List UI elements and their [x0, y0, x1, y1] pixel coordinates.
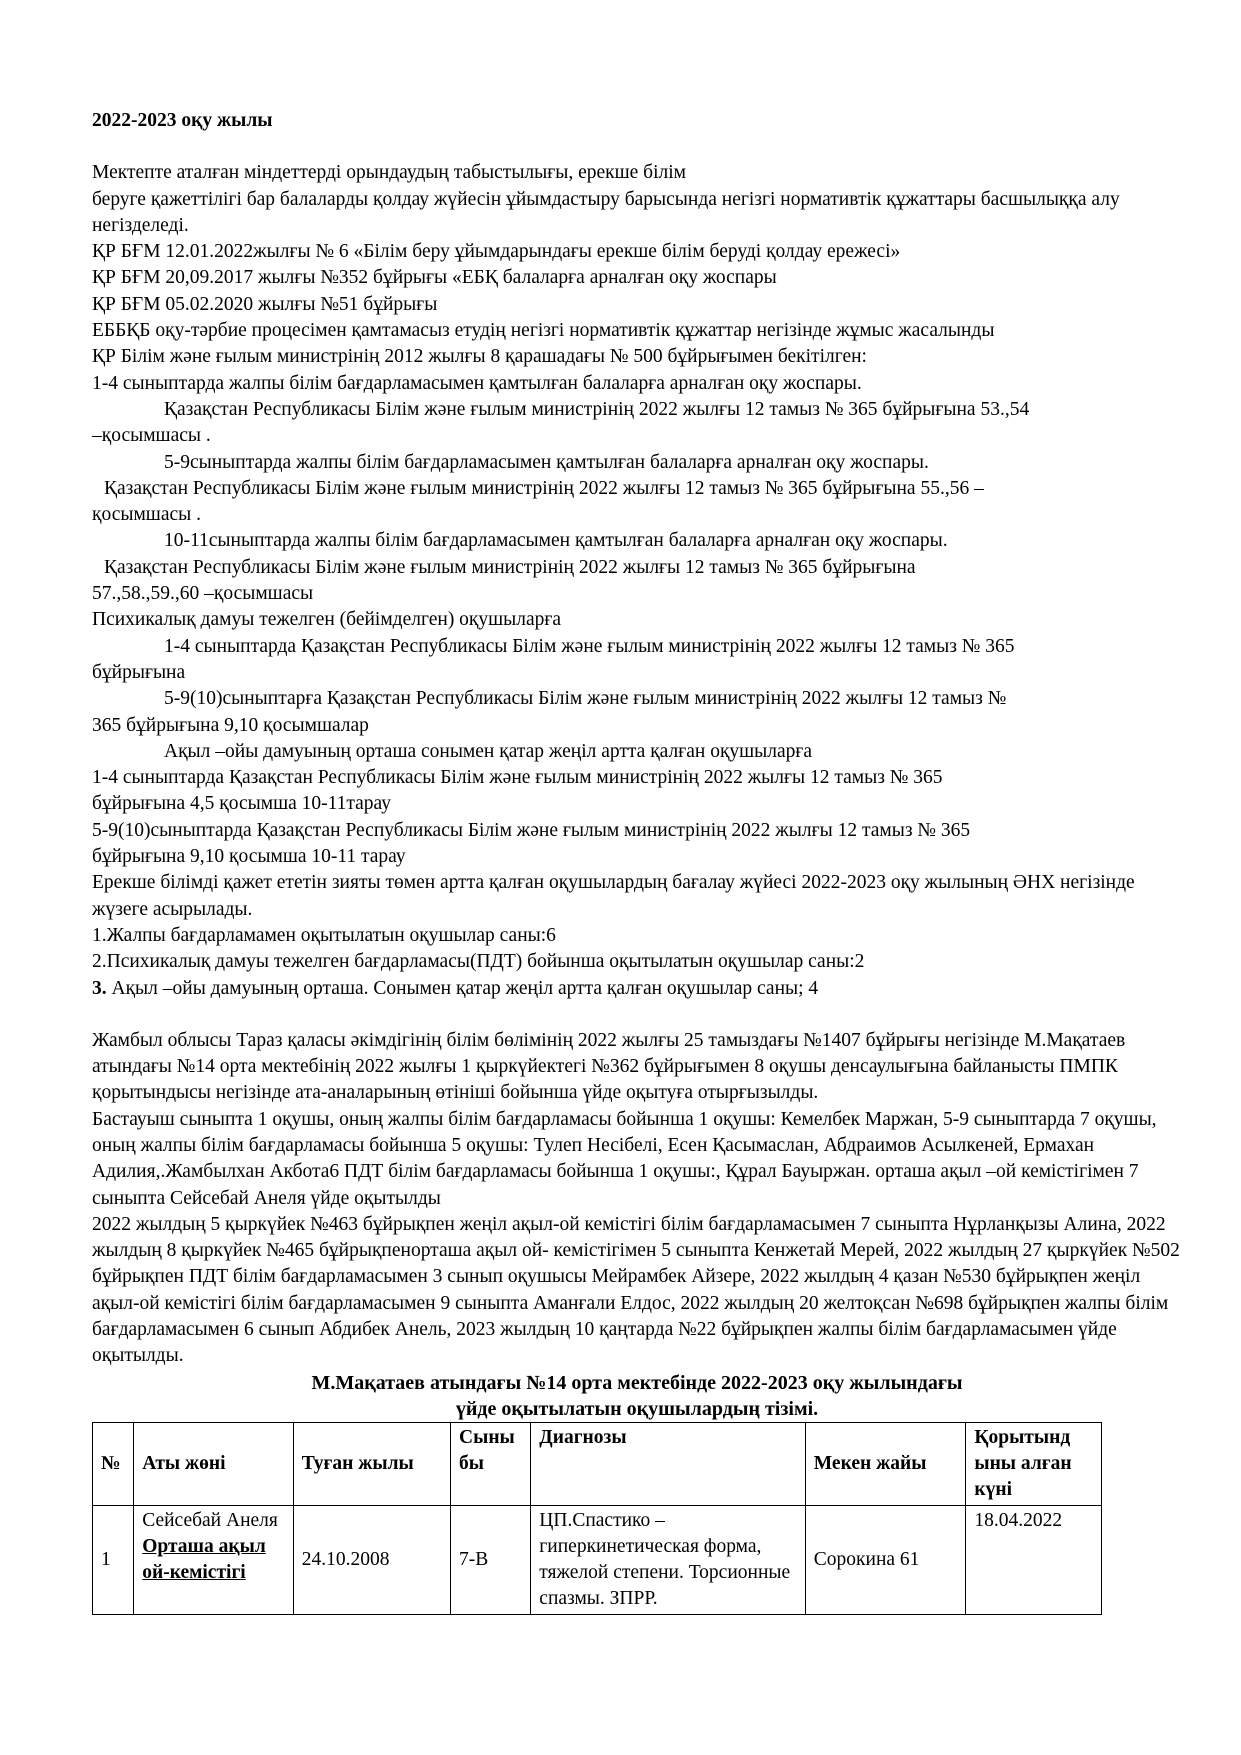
header-name: Аты жөні — [134, 1422, 293, 1505]
paragraph: Қазақстан Республикасы Білім және ғылым министрінің 2022 жылғы 12 тамыз № 365 бұйрығына 53.,54 — [164, 398, 1030, 420]
header-address: Мекен жайы — [805, 1422, 966, 1505]
paragraph: 2.Психикалық дамуы тежелген бағдарламасы(ПДТ) бойынша оқытылатын оқушылар саны:2 — [92, 951, 865, 973]
header-num: № — [93, 1422, 134, 1505]
paragraph: –қосымшасы . — [92, 425, 211, 447]
paragraph: Бастауыш сыныпта 1 оқушы, оның жалпы білім бағдарламасы бойынша 1 оқушы: Кемелбек Маржан, 5-9 сыныптарда 7 оқушы, оның жалпы білім бағдарламасы бойынша 5 оқушы: Тулеп Несібелі, Есен Қасымаслан, Абдраимов Асылкеней, Ермахан Адилия,.Жамбылхан Акбота6 ПДТ білім бағдарламасы бойынша 1 оқушы:, Құрал Бауыржан. орташа ақыл –ой кемістігімен 7 сыныпта Сейсебай Анеля үйде оқытылды — [92, 1108, 1157, 1209]
paragraph: 5-9сыныптарда жалпы білім бағдарламасымен қамтылған балаларға арналған оқу жоспары. — [164, 451, 929, 473]
student-note: Орташа ақыл ой-кемістігі — [142, 1535, 266, 1583]
spacer — [92, 1002, 1182, 1028]
paragraph: Ақыл –ойы дамуының орташа сонымен қатар жеңіл артта қалған оқушыларға — [164, 740, 813, 762]
paragraph: Жамбыл облысы Тараз қаласы әкімдігінің білім бөлімінің 2022 жылғы 25 тамыздағы №1407 бұйрығы негізінде М.Мақатаев атындағы №14 орта мектебінің 2022 жылғы 1 қыркүйектегі №362 бұйрығымен 8 оқушы денсаулығына байланысты ПМПК қорытындысы негізінде ата-аналарының өтініші бойынша үйде оқытуға отырғызылды. — [92, 1029, 1126, 1104]
table-title: М.Мақатаев атындағы №14 орта мектебінде 2022-2023 оқу жылындағы — [311, 1371, 963, 1394]
paragraph: 365 бұйрығына 9,10 қосымшалар — [92, 714, 369, 736]
paragraph: 2022 жылдың 5 қыркүйек №463 бұйрықпен жеңіл ақыл-ой кемістігі білім бағдарламасымен 7 сыныпта Нұрланқызы Алина, 2022 жылдың 8 қыркүйек №465 бұйрықпенорташа ақыл ой- кемістігімен 5 сыныпта Кенжетай Мерей, 2022 жылдың 27 қыркүйек №502 бұйрықпен ПДТ білім бағдарламасымен 3 сынып оқушысы Мейрамбек Айзере, 2022 жылдың 4 қазан №530 бұйрықпен жеңіл ақыл-ой кемістігі білім бағдарламасымен 9 сыныпта Аманғали Елдос, 2022 жылдың 20 желтоқсан №698 бұйрықпен жалпы білім бағдарламасымен 6 сынып Абдибек Анель, 2023 жылдың 10 қаңтарда №22 бұйрықпен жалпы білім бағдарламасымен үйде оқытылды. — [92, 1213, 1180, 1367]
list-number: 3. — [92, 977, 107, 999]
document-heading: 2022-2023 оқу жылы — [92, 110, 273, 131]
paragraph: Қазақстан Республикасы Білім және ғылым министрінің 2022 жылғы 12 тамыз № 365 бұйрығына — [104, 556, 916, 578]
table-row — [93, 1505, 1102, 1614]
paragraph: ҚР БҒМ 05.02.2020 жылғы №51 бұйрығы — [92, 293, 438, 315]
paragraph: 10-11сыныптарда жалпы білім бағдарламасымен қамтылған балаларға арналған оқу жоспары. — [164, 530, 948, 552]
paragraph: 5-9(10)сыныптарда Қазақстан Республикасы Білім және ғылым министрінің 2022 жылғы 12 тамыз № 365 — [92, 819, 971, 841]
paragraph: Қазақстан Республикасы Білім және ғылым министрінің 2022 жылғы 12 тамыз № 365 бұйрығына 55.,56 – — [104, 477, 984, 499]
paragraph: Психикалық дамуы тежелген (бейімделген) оқушыларға — [92, 609, 562, 631]
spacer — [92, 134, 1182, 160]
paragraph: 57.,58.,59.,60 –қосымшасы — [92, 583, 314, 605]
paragraph — [92, 976, 1182, 1002]
paragraph: 1.Жалпы бағдарламамен оқытылатын оқушылар саны:6 — [92, 924, 556, 946]
paragraph: 1-4 сыныптарда жалпы білім бағдарламасымен қамтылған балаларға арналған оқу жоспары. — [92, 372, 862, 394]
paragraph: бұйрығына 9,10 қосымша 10-11 тарау — [92, 846, 406, 868]
list-text: Ақыл –ойы дамуының орташа. Сонымен қатар жеңіл артта қалған оқушылар саны; 4 — [106, 977, 819, 999]
table-header-row — [93, 1422, 1102, 1505]
paragraph: Ерекше білімді қажет ететін зияты төмен артта қалған оқушылардың бағалау жүйесі 2022-2023 оқу жылының ӘНХ негізінде жүзеге асырылады. — [92, 872, 1135, 920]
cell-diagnosis: ЦП.Спастико – гиперкинетическая форма, тяжелой степени. Торсионные спазмы. ЗПРР. — [531, 1505, 805, 1614]
paragraph: Мектепте аталған міндеттерді орындаудың табыстылығы, ерекше білім — [92, 162, 687, 184]
paragraph: беруге қажеттілігі бар балаларды қолдау жүйесін ұйымдастыру барысында негізгі нормативтік құжаттары басшылыққа алу негізделеді. — [92, 188, 1120, 236]
paragraph: ҚР БҒМ 12.01.2022жылғы № 6 «Білім беру ұйымдарындағы ерекше білім беруді қолдау ережесі» — [92, 241, 901, 263]
document-page — [92, 108, 1182, 1615]
students-table — [92, 1422, 1102, 1615]
cell-name — [134, 1505, 293, 1614]
table-subtitle: үйде оқытылатын оқушылардың тізімі. — [455, 1397, 819, 1420]
paragraph: 1-4 сыныптарда Қазақстан Республикасы Білім және ғылым министрінің 2022 жылғы 12 тамыз № 365 — [92, 767, 943, 789]
paragraph: бұйрығына — [92, 661, 186, 683]
cell-class: 7-В — [451, 1505, 531, 1614]
cell-address: Сорокина 61 — [805, 1505, 966, 1614]
paragraph: қосымшасы . — [92, 504, 201, 526]
paragraph: 5-9(10)сыныптарға Қазақстан Республикасы Білім және ғылым министрінің 2022 жылғы 12 тамыз № — [164, 688, 1007, 710]
student-name: Сейсебай Анеля — [142, 1509, 278, 1531]
cell-birth: 24.10.2008 — [293, 1505, 450, 1614]
paragraph: ЕББҚБ оқу-тәрбие процесімен қамтамасыз етудің негізгі нормативтік құжаттар негізінде жұмыс жасалынды — [92, 320, 995, 342]
header-class: Сыны бы — [451, 1422, 531, 1505]
header-conclusion: Қорытынд ыны алған күні — [966, 1422, 1102, 1505]
header-birth: Туған жылы — [293, 1422, 450, 1505]
paragraph: ҚР БҒМ 20,09.2017 жылғы №352 бұйрығы «ЕБҚ балаларға арналған оқу жоспары — [92, 267, 777, 289]
paragraph: бұйрығына 4,5 қосымша 10-11тарау — [92, 793, 391, 815]
paragraph: 1-4 сыныптарда Қазақстан Республикасы Білім және ғылым министрінің 2022 жылғы 12 тамыз № 365 — [164, 635, 1015, 657]
header-diagnosis: Диагнозы — [531, 1422, 805, 1505]
cell-num: 1 — [93, 1505, 134, 1614]
cell-conclusion: 18.04.2022 — [966, 1505, 1102, 1614]
paragraph: ҚР Білім және ғылым министрінің 2012 жылғы 8 қарашадағы № 500 бұйрығымен бекітілген: — [92, 346, 867, 368]
